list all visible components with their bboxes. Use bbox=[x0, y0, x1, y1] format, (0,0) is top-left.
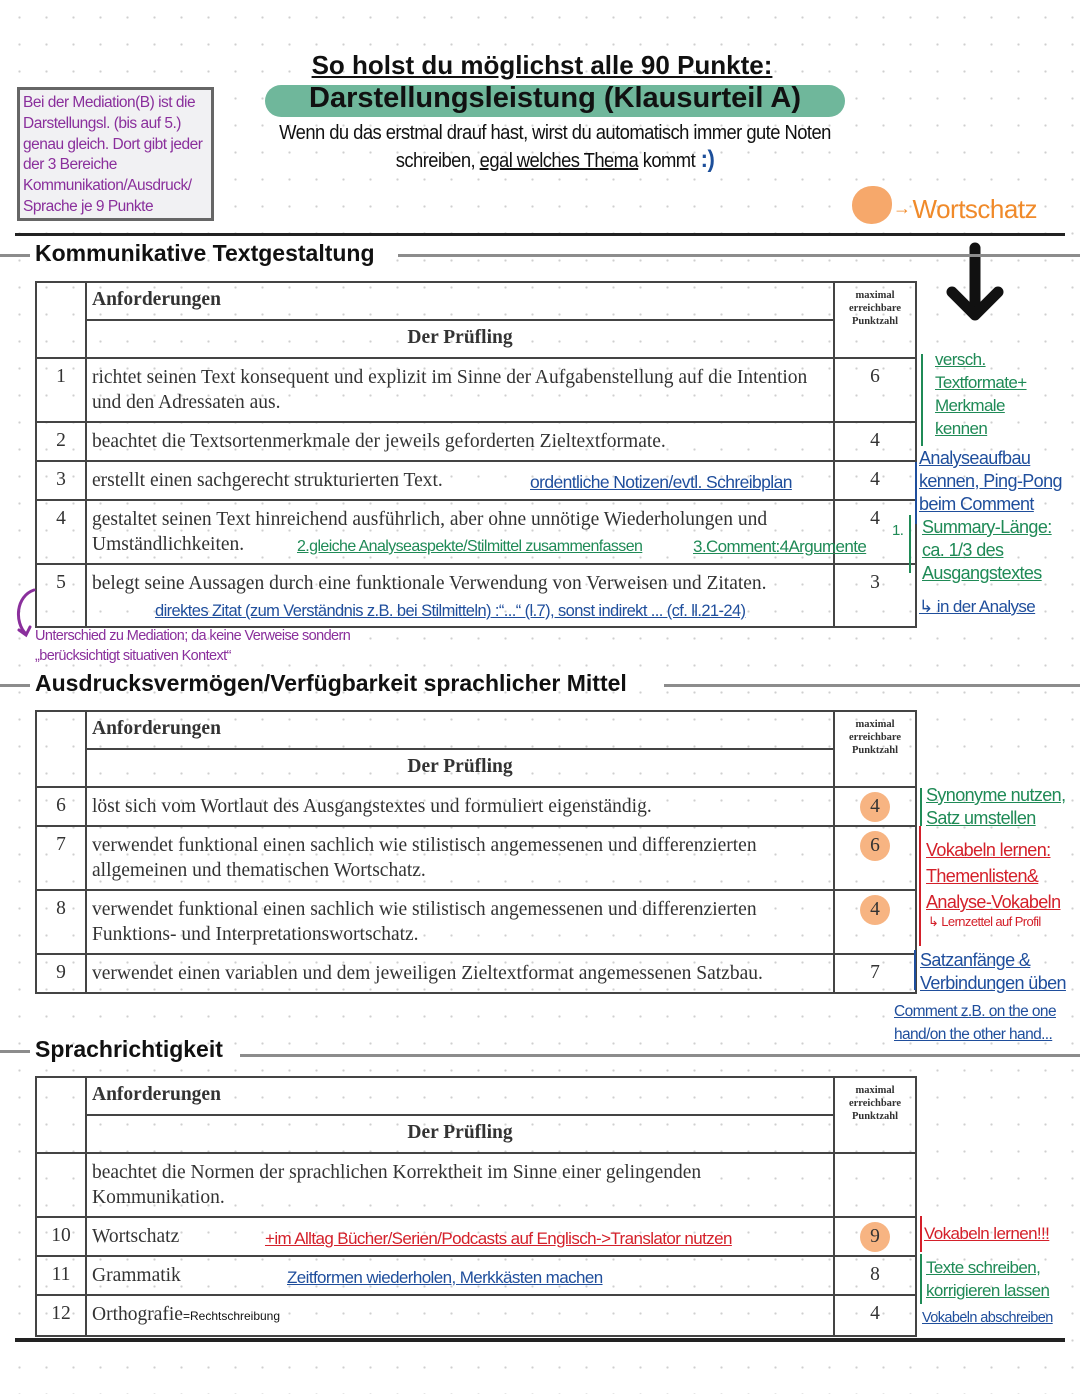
table-row bbox=[36, 1153, 916, 1217]
row-number: 6 bbox=[36, 787, 86, 826]
highlighted-points: 4 bbox=[860, 895, 890, 925]
criterion-cell bbox=[86, 564, 834, 627]
side-note-summary: Summary-Länge: ca. 1/3 des Ausgangstextes bbox=[922, 517, 1052, 583]
criterion-cell bbox=[86, 500, 867, 564]
side-note-analyseaufbau: Analyseaufbau kennen, Ping-Pong beim Comment bbox=[919, 448, 1062, 514]
criterion-text: Orthografie bbox=[92, 1304, 183, 1325]
section-title-ausdrucksvermoegen: Ausdrucksvermögen/Verfügbarkeit sprachlicher Mittel bbox=[35, 670, 627, 696]
table-row bbox=[36, 500, 916, 564]
row-number: 7 bbox=[36, 826, 86, 890]
subtitle-line-1: Wenn du das erstmal drauf hast, wirst du automatisch immer gute Noten bbox=[279, 122, 831, 144]
side-note-texte-schreiben: Texte schreiben, korrigieren lassen bbox=[926, 1258, 1050, 1300]
row-number: 4 bbox=[36, 500, 86, 564]
num-header-cell bbox=[36, 1077, 86, 1153]
criterion-text: belegt seine Aussagen durch eine funktionale Verwendung von Verweisen und Zitaten. bbox=[92, 573, 767, 594]
header-max-points: maximal erreichbare Punktzahl bbox=[834, 1077, 916, 1153]
criterion-text: verwendet funktional einen sachlich wie stilistisch angemessenen und differenzierten allgemeinen und thematischen Wortschatz. bbox=[86, 826, 834, 890]
header-anforderungen: Anforderungen bbox=[86, 1077, 834, 1115]
criteria-table-kommunikation bbox=[35, 281, 917, 628]
table-row bbox=[36, 890, 916, 954]
table-row bbox=[36, 422, 916, 461]
max-points: 6 bbox=[834, 358, 916, 422]
side-note-vokabeln-lernen: Vokabeln lernen!!! bbox=[924, 1224, 1050, 1243]
handwritten-note: =Rechtschreibung bbox=[182, 1309, 281, 1323]
max-points bbox=[834, 1153, 916, 1217]
banner-title: Darstellungsleistung (Klausurteil A) bbox=[309, 82, 801, 114]
divider bbox=[15, 1338, 1065, 1342]
handwritten-note: 2.gleiche Analyseaspekte/Stilmittel zusammenfassen bbox=[297, 538, 643, 555]
handwritten-note: Zeitformen wiederholen, Merkkästen machen bbox=[287, 1268, 603, 1287]
orange-highlight-swatch-icon bbox=[852, 186, 892, 224]
highlighted-points: 6 bbox=[860, 831, 890, 861]
table-row bbox=[36, 954, 916, 993]
bracket-line bbox=[919, 826, 921, 946]
max-points bbox=[834, 890, 916, 954]
legend-wortschatz: →Wortschatz bbox=[893, 194, 1038, 224]
max-points: 4 bbox=[834, 422, 916, 461]
section-rule bbox=[0, 684, 30, 687]
arrow-down-icon bbox=[940, 240, 1010, 325]
bracket-line bbox=[914, 950, 916, 990]
handwritten-note: 3.Comment:4Argumente bbox=[693, 537, 867, 556]
max-points bbox=[834, 826, 916, 890]
max-points: 7 bbox=[834, 954, 916, 993]
table-row bbox=[36, 1295, 916, 1336]
side-note-lernzettel: ↳ Lernzettel auf Profil bbox=[928, 914, 1041, 929]
row-number: 10 bbox=[36, 1217, 86, 1256]
header-max-points: maximal erreichbare Punktzahl bbox=[834, 282, 916, 358]
row-number: 11 bbox=[36, 1256, 86, 1295]
footnote-mediation-difference: Unterschied zu Mediation; da keine Verweise sondern „berücksichtigt situativen Kontext“ bbox=[35, 628, 351, 664]
criterion-cell bbox=[86, 1256, 834, 1295]
side-note-analyse-ref: ↳ in der Analyse bbox=[919, 597, 1036, 616]
criterion-text: verwendet einen variablen und dem jeweiligen Zieltextformat angemessenen Satzbau. bbox=[86, 954, 834, 993]
table-row bbox=[36, 826, 916, 890]
max-points: 8 bbox=[834, 1256, 916, 1295]
table-row bbox=[36, 1217, 916, 1256]
highlighted-points: 9 bbox=[860, 1222, 890, 1252]
section-rule bbox=[398, 254, 1080, 257]
criteria-table-sprachrichtigkeit bbox=[35, 1076, 917, 1337]
arrow-right-icon: → bbox=[893, 198, 911, 218]
max-points: 4 bbox=[834, 500, 916, 564]
header-anforderungen: Anforderungen bbox=[86, 711, 834, 749]
criterion-cell bbox=[86, 1295, 834, 1336]
criterion-text: verwendet funktional einen sachlich wie stilistisch angemessenen und differenzierten Funktions- und Interpretationswortschatz. bbox=[86, 890, 834, 954]
criterion-cell bbox=[86, 461, 834, 500]
table-row bbox=[36, 787, 916, 826]
max-points: 4 bbox=[834, 461, 916, 500]
bracket-line bbox=[909, 515, 911, 573]
bracket-line bbox=[915, 462, 917, 524]
criterion-text: beachtet die Normen der sprachlichen Korrektheit im Sinne einer gelingenden Kommunikation. bbox=[86, 1153, 834, 1217]
section-rule bbox=[664, 684, 1080, 687]
table-row bbox=[36, 564, 916, 627]
marker-1: 1. bbox=[892, 522, 904, 539]
criterion-text: Grammatik bbox=[92, 1265, 181, 1286]
divider bbox=[15, 233, 1065, 236]
header-pruefling: Der Prüfling bbox=[86, 749, 834, 787]
handwritten-note: ordentliche Notizen/evtl. Schreibplan bbox=[530, 472, 792, 492]
highlighted-points: 4 bbox=[860, 792, 890, 822]
header-max-points: maximal erreichbare Punktzahl bbox=[834, 711, 916, 787]
section-title-kommunikative-textgestaltung: Kommunikative Textgestaltung bbox=[35, 240, 375, 266]
section-rule bbox=[0, 254, 30, 257]
bracket-line bbox=[920, 1216, 922, 1252]
max-points bbox=[834, 1217, 916, 1256]
table-row bbox=[36, 1256, 916, 1295]
bracket-line bbox=[920, 1254, 922, 1304]
table-row bbox=[36, 461, 916, 500]
side-note-vokabeln: Vokabeln lernen: Themenlisten& Analyse-Vokabeln bbox=[926, 840, 1061, 912]
criterion-text: beachtet die Textsortenmerkmale der jeweils geforderten Zieltextformate. bbox=[86, 422, 834, 461]
row-number: 12 bbox=[36, 1295, 86, 1336]
row-number: 3 bbox=[36, 461, 86, 500]
header-pruefling: Der Prüfling bbox=[86, 1115, 834, 1153]
row-number: 9 bbox=[36, 954, 86, 993]
smiley-icon: :) bbox=[700, 146, 715, 173]
row-number: 8 bbox=[36, 890, 86, 954]
header-pruefling: Der Prüfling bbox=[86, 320, 834, 358]
criterion-text: Wortschatz bbox=[92, 1226, 180, 1247]
row-number: 5 bbox=[36, 564, 86, 627]
bracket-line bbox=[921, 354, 923, 446]
section-rule bbox=[0, 1050, 30, 1053]
table-row bbox=[36, 358, 916, 422]
criterion-cell bbox=[86, 1217, 834, 1256]
mediation-note-box: Bei der Mediation(B) ist die Darstellungsl. (bis auf 5.) genau gleich. Dort gibt jeder der 3 Bereiche Kommunikation/Ausdruck/ Sprache je 9 Punkte bbox=[17, 87, 214, 221]
handwritten-note: direktes Zitat (zum Verständnis z.B. bei Stilmitteln) :“...“ (l.7), sonst indirekt ... (cf. ll.21-24) bbox=[155, 602, 746, 620]
side-note-synonyme: Synonyme nutzen, Satz umstellen bbox=[926, 785, 1066, 828]
side-note-satzanfaenge: Satzanfänge & Verbindungen üben bbox=[920, 950, 1066, 993]
criterion-text: löst sich vom Wortlaut des Ausgangstextes und formuliert eigenständig. bbox=[86, 787, 834, 826]
side-note-vokabeln-abschreiben: Vokabeln abschreiben bbox=[922, 1310, 1053, 1326]
max-points bbox=[834, 787, 916, 826]
side-note-textformate: versch. Textformate+ Merkmale kennen bbox=[935, 350, 1027, 438]
handwritten-note: +im Alltag Bücher/Serien/Podcasts auf Englisch->Translator nutzen bbox=[265, 1229, 732, 1248]
criterion-text: richtet seinen Text konsequent und explizit im Sinne der Aufgabenstellung auf die Intention und den Adressaten aus. bbox=[86, 358, 834, 422]
section-rule bbox=[240, 1054, 1080, 1057]
row-number bbox=[36, 1153, 86, 1217]
criterion-text: erstellt einen sachgerecht strukturierten Text. bbox=[92, 470, 443, 491]
row-number: 2 bbox=[36, 422, 86, 461]
page-title: So holst du möglichst alle 90 Punkte: bbox=[311, 50, 773, 80]
side-note-comment-example: Comment z.B. on the one hand/on the other hand... bbox=[894, 1003, 1056, 1043]
num-header-cell bbox=[36, 282, 86, 358]
subtitle-line-2: schreiben, egal welches Thema kommt :) bbox=[395, 146, 715, 173]
max-points: 4 bbox=[834, 1295, 916, 1336]
criteria-table-ausdruck bbox=[35, 710, 917, 994]
header-anforderungen: Anforderungen bbox=[86, 282, 834, 320]
max-points: 3 bbox=[834, 564, 916, 627]
criterion-text: gestaltet seinen Text hinreichend ausführlich, aber ohne unnötige Wiederholungen und Umständlichkeiten. bbox=[92, 509, 768, 555]
num-header-cell bbox=[36, 711, 86, 787]
row-number: 1 bbox=[36, 358, 86, 422]
section-title-sprachrichtigkeit: Sprachrichtigkeit bbox=[35, 1036, 223, 1062]
bracket-line bbox=[920, 788, 922, 826]
